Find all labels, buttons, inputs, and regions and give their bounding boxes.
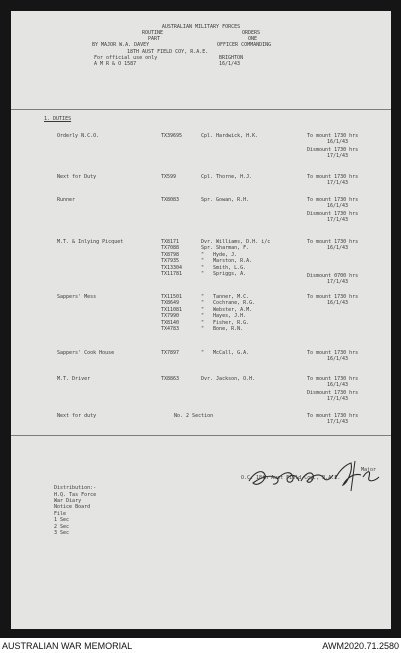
personnel-name: " Marston, R.A. bbox=[201, 258, 253, 265]
distribution-item: Notice Board bbox=[54, 504, 91, 510]
service-number: TX7897 bbox=[161, 350, 180, 356]
header-rule bbox=[11, 109, 391, 110]
duty-label: Sappers' Mess bbox=[57, 294, 97, 300]
personnel-name: " Spriggs, A. bbox=[201, 271, 247, 277]
header-by-major: BY MAJOR W.A. DAVEY bbox=[92, 42, 150, 48]
section-title: 1. DUTIES bbox=[44, 116, 72, 122]
service-number: TX599 bbox=[161, 174, 177, 180]
header-part: PART bbox=[148, 36, 161, 42]
distribution-item: 2 Sec bbox=[54, 524, 70, 530]
duty-time: 17/1/43 bbox=[327, 217, 349, 223]
distribution-item: File bbox=[54, 511, 67, 517]
personnel-name: " Fisher, R.G. bbox=[201, 319, 250, 326]
duty-label: M.T. & Inlying Picquet bbox=[57, 239, 124, 245]
signature-rank: Major bbox=[361, 467, 377, 473]
duty-time: 16/1/43 bbox=[327, 245, 349, 251]
duty-time: Dismount 1730 hrs bbox=[307, 390, 359, 396]
header-routine: ROUTINE bbox=[142, 30, 164, 36]
personnel-name: " Tanner, M.C. bbox=[201, 294, 250, 300]
duty-label: M.T. Driver bbox=[57, 376, 91, 382]
service-number: TX8863 bbox=[161, 376, 180, 382]
duty-time: Dismount 0700 hrs bbox=[307, 273, 359, 279]
footer-accession-number: AWM2020.71.2580 bbox=[322, 641, 399, 651]
duty-label: Orderly N.C.O. bbox=[57, 133, 100, 139]
personnel-name: " Smith, L.G. bbox=[201, 264, 247, 271]
duty-time: 17/1/43 bbox=[327, 279, 349, 285]
personnel-name: " Cochrane, R.G. bbox=[201, 300, 256, 307]
service-number: TX39695 bbox=[161, 133, 183, 139]
archive-footer bbox=[0, 639, 401, 653]
duty-label: Next for duty bbox=[57, 413, 97, 419]
header-officer-commanding: OFFICER COMMANDING bbox=[217, 42, 272, 48]
header-amr: A M R & O 1587 bbox=[94, 61, 137, 67]
distribution-item: War Diary bbox=[54, 498, 82, 504]
duty-time: To mount 1730 hrs bbox=[307, 376, 359, 382]
service-number: TX11501 TX8649 TX11081 TX7990 TX8140 TX4783 bbox=[161, 294, 183, 333]
distribution-item: H.Q. Tas Force bbox=[54, 492, 97, 498]
header-unit: 18TH AUST FIELD COY, R.A.E. bbox=[127, 49, 209, 55]
duty-time: 16/1/43 bbox=[327, 356, 349, 362]
duty-time: To mount 1730 hrs bbox=[307, 294, 359, 300]
header-date: 16/1/43 bbox=[219, 61, 241, 67]
duty-time: Dismount 1730 hrs bbox=[307, 211, 359, 217]
personnel-name: " Webster, A.M. bbox=[201, 306, 253, 313]
service-number: No. 2 Section bbox=[174, 413, 214, 419]
duty-time: Dismount 1730 hrs bbox=[307, 147, 359, 153]
distribution-item: 1 Sec bbox=[54, 517, 70, 523]
duty-time: To mount 1730 hrs bbox=[307, 350, 359, 356]
personnel-name: Dvr. Williams, D.H. i/c bbox=[201, 239, 271, 245]
duty-label: Sappers' Cook House bbox=[57, 350, 115, 356]
personnel-name: " McCall, G.A. bbox=[201, 350, 250, 356]
duty-time: To mount 1730 hrs bbox=[307, 174, 359, 180]
footer-institution: AUSTRALIAN WAR MEMORIAL bbox=[2, 641, 133, 651]
duty-time: 17/1/43 bbox=[327, 419, 349, 425]
service-number: TX8083 bbox=[161, 197, 180, 203]
duty-time: To mount 1730 hrs bbox=[307, 197, 359, 203]
duties-bottom-rule bbox=[11, 435, 391, 436]
duty-label: Next for Duty bbox=[57, 174, 97, 180]
header-orders: ORDERS bbox=[242, 30, 261, 36]
duty-time: To mount 1730 hrs bbox=[307, 413, 359, 419]
signature-title: O.C. 18th Aust Field Coy., R.A.E. bbox=[241, 475, 341, 481]
header-line-1: AUSTRALIAN MILITARY FORCES bbox=[161, 24, 241, 30]
duty-time: 17/1/43 bbox=[327, 153, 349, 159]
service-number: TX8171 TX7088 TX8798 TX7935 TX13304 TX11781 bbox=[161, 239, 183, 278]
duty-time: To mount 1730 hrs bbox=[307, 133, 359, 139]
duty-time: 17/1/43 bbox=[327, 396, 349, 402]
personnel-name: " Bone, R.N. bbox=[201, 326, 244, 332]
duty-time: To mount 1730 hrs bbox=[307, 239, 359, 245]
personnel-name: Cpl. Thorne, H.J. bbox=[201, 174, 253, 180]
distribution-item: 3 Sec bbox=[54, 530, 70, 536]
duty-time: 16/1/43 bbox=[327, 382, 349, 388]
header-one: ONE bbox=[248, 36, 258, 42]
personnel-name: Spr. Gowan, R.H. bbox=[201, 197, 250, 203]
duty-time: 17/1/43 bbox=[327, 180, 349, 186]
header-official-use: For official use only bbox=[94, 55, 158, 61]
document-page bbox=[11, 11, 391, 629]
personnel-name: Dvr. Jackson, O.H. bbox=[201, 376, 256, 382]
duty-label: Runner bbox=[57, 197, 76, 203]
distribution-heading: Distribution:- bbox=[54, 485, 97, 491]
header-location: BRIGHTON bbox=[219, 55, 244, 61]
duty-time: 16/1/43 bbox=[327, 139, 349, 145]
personnel-name: " Hyde, J. bbox=[201, 251, 238, 258]
personnel-name: Spr. Sharman, F. bbox=[201, 245, 250, 252]
personnel-name: Cpl. Hardwick, H.K. bbox=[201, 133, 259, 139]
duty-time: 16/1/43 bbox=[327, 203, 349, 209]
personnel-name: " Hayes, J.H. bbox=[201, 313, 247, 320]
duty-time: 16/1/43 bbox=[327, 300, 349, 306]
